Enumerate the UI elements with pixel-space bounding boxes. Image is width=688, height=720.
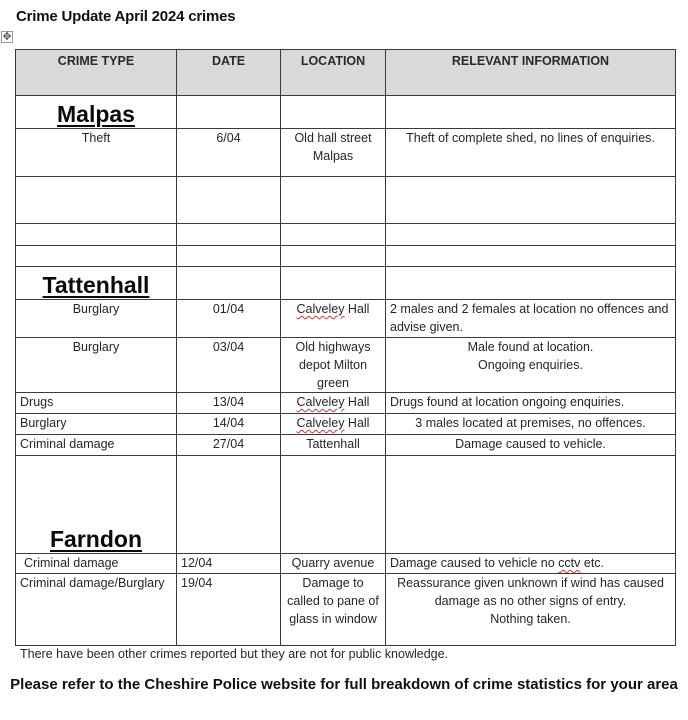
crime-type-cell: Criminal damage	[16, 554, 177, 574]
area-row-farndon	[16, 456, 676, 554]
document-title: Crime Update April 2024 crimes	[16, 8, 236, 25]
location-cell: Quarry avenue	[281, 554, 386, 574]
crime-type-cell: Drugs	[16, 393, 177, 414]
table-move-handle-icon[interactable]: ✥	[2, 31, 12, 43]
table-row	[16, 129, 676, 177]
crime-type-cell: Burglary	[16, 300, 177, 338]
location-cell: Calveley Hall	[281, 300, 386, 338]
date-cell: 01/04	[177, 300, 281, 338]
location-cell: Old hall street Malpas	[281, 129, 386, 177]
table-row	[16, 300, 676, 338]
crime-type-cell: Theft	[16, 129, 177, 177]
area-heading-malpas: Malpas	[57, 101, 135, 127]
date-cell: 14/04	[177, 414, 281, 435]
header-relevant-information: RELEVANT INFORMATION	[386, 50, 676, 96]
crime-type-cell: Burglary	[16, 338, 177, 393]
info-cell: Drugs found at location ongoing enquiries.	[386, 393, 676, 414]
empty-row	[16, 177, 676, 224]
area-heading-tattenhall: Tattenhall	[42, 272, 150, 298]
table-row	[16, 435, 676, 456]
location-cell: Calveley Hall	[281, 414, 386, 435]
empty-row	[16, 224, 676, 246]
date-cell: 6/04	[177, 129, 281, 177]
info-cell: Theft of complete shed, no lines of enquiries.	[386, 129, 676, 177]
table-row	[16, 574, 676, 646]
table-row	[16, 414, 676, 435]
info-cell: 2 males and 2 females at location no offences and advise given.	[386, 300, 676, 338]
crime-table	[15, 49, 676, 646]
header-crime-type: CRIME TYPE	[16, 50, 177, 96]
crime-type-cell: Criminal damage	[16, 435, 177, 456]
area-heading-farndon: Farndon	[50, 526, 142, 552]
info-cell: 3 males located at premises, no offences.	[386, 414, 676, 435]
header-date: DATE	[177, 50, 281, 96]
table-row	[16, 338, 676, 393]
date-cell: 13/04	[177, 393, 281, 414]
location-cell: Tattenhall	[281, 435, 386, 456]
date-cell: 03/04	[177, 338, 281, 393]
date-cell: 12/04	[177, 554, 281, 574]
info-cell: Damage caused to vehicle.	[386, 435, 676, 456]
header-location: LOCATION	[281, 50, 386, 96]
location-cell: Old highways depot Milton green	[281, 338, 386, 393]
table-row	[16, 554, 676, 574]
area-row-malpas	[16, 96, 676, 129]
table-row	[16, 393, 676, 414]
empty-row	[16, 246, 676, 267]
location-cell: Damage to called to pane of glass in window	[281, 574, 386, 646]
location-cell: Calveley Hall	[281, 393, 386, 414]
date-cell: 19/04	[177, 574, 281, 646]
refer-notice: Please refer to the Cheshire Police website for full breakdown of crime statistics for your area	[10, 676, 678, 693]
info-cell: Male found at location. Ongoing enquiries.	[386, 338, 676, 393]
info-cell: Reassurance given unknown if wind has caused damage as no other signs of entry. Nothing taken.	[386, 574, 676, 646]
footnote: There have been other crimes reported but they are not for public knowledge.	[20, 647, 449, 661]
area-row-tattenhall	[16, 267, 676, 300]
crime-type-cell: Criminal damage/Burglary	[16, 574, 177, 646]
date-cell: 27/04	[177, 435, 281, 456]
crime-type-cell: Burglary	[16, 414, 177, 435]
table-header-row	[16, 50, 676, 96]
info-cell: Damage caused to vehicle no cctv etc.	[386, 554, 676, 574]
